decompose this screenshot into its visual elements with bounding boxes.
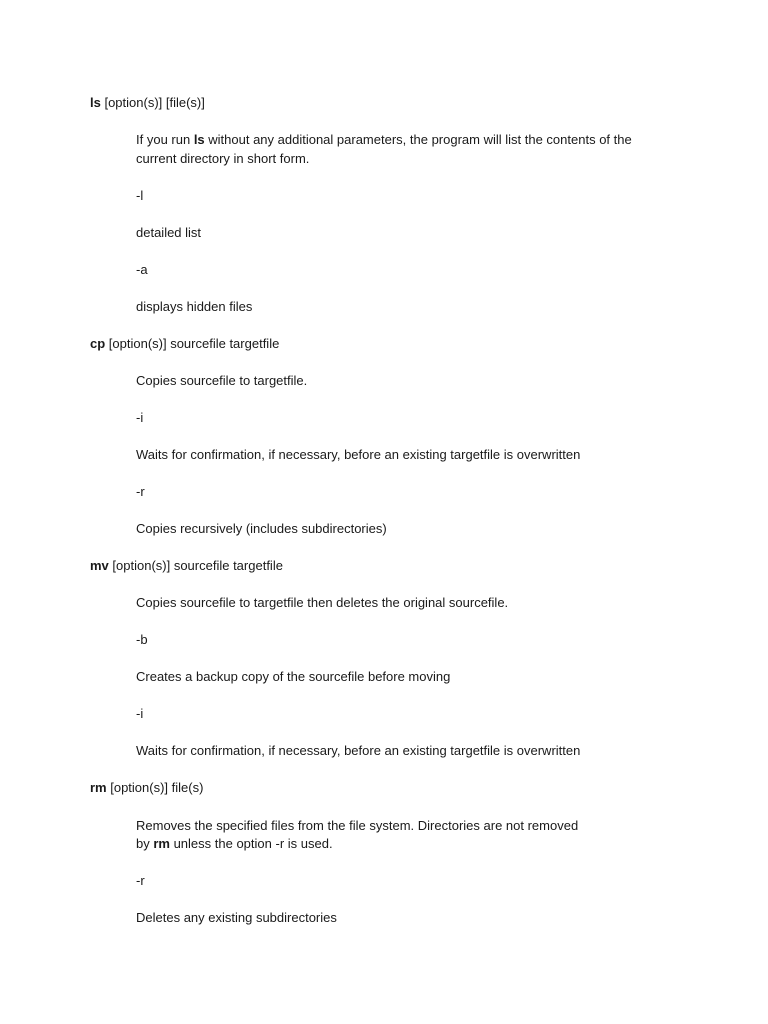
option-flag: -r <box>136 484 145 499</box>
option-flag: -b <box>136 632 148 647</box>
command-args: [option(s)] sourcefile targetfile <box>108 558 283 573</box>
command-args: [option(s)] sourcefile targetfile <box>105 336 280 351</box>
option-flag: -r <box>136 873 145 888</box>
command-description: Copies sourcefile to targetfile then deletes the original sourcefile. <box>136 595 509 610</box>
command-name: mv <box>90 558 109 573</box>
command-description <box>136 131 632 149</box>
command-heading-mv <box>90 557 283 575</box>
command-name: ls <box>90 95 101 110</box>
command-description-cont <box>136 835 333 853</box>
command-args: [option(s)] file(s) <box>106 780 204 795</box>
desc-text: unless the option -r is used. <box>169 836 333 851</box>
option-flag: -l <box>136 188 144 203</box>
desc-text: without any additional parameters, the program will list the contents of the <box>204 132 632 147</box>
command-args: [option(s)] [file(s)] <box>100 95 205 110</box>
option-description: detailed list <box>136 225 202 240</box>
command-heading-ls <box>90 94 205 112</box>
desc-text: If you run <box>136 132 194 147</box>
option-description: Waits for confirmation, if necessary, before an existing targetfile is overwritten <box>136 447 581 462</box>
option-description: Waits for confirmation, if necessary, before an existing targetfile is overwritten <box>136 743 581 758</box>
command-description-cont: current directory in short form. <box>136 151 310 166</box>
desc-bold-text: ls <box>193 132 205 147</box>
option-description: Copies recursively (includes subdirectories) <box>136 521 387 536</box>
command-heading-cp <box>90 335 279 353</box>
command-heading-rm <box>90 779 203 797</box>
option-flag: -i <box>136 410 144 425</box>
desc-text: by <box>136 836 154 851</box>
option-description: displays hidden files <box>136 299 253 314</box>
command-name: rm <box>90 780 107 795</box>
command-description: Copies sourcefile to targetfile. <box>136 373 308 388</box>
desc-bold-text: rm <box>153 836 170 851</box>
option-description: Creates a backup copy of the sourcefile before moving <box>136 669 451 684</box>
command-description: Removes the specified files from the file system. Directories are not removed <box>136 818 579 833</box>
option-flag: -a <box>136 262 148 277</box>
command-name: cp <box>90 336 106 351</box>
option-description: Deletes any existing subdirectories <box>136 910 337 925</box>
option-flag: -i <box>136 706 144 721</box>
